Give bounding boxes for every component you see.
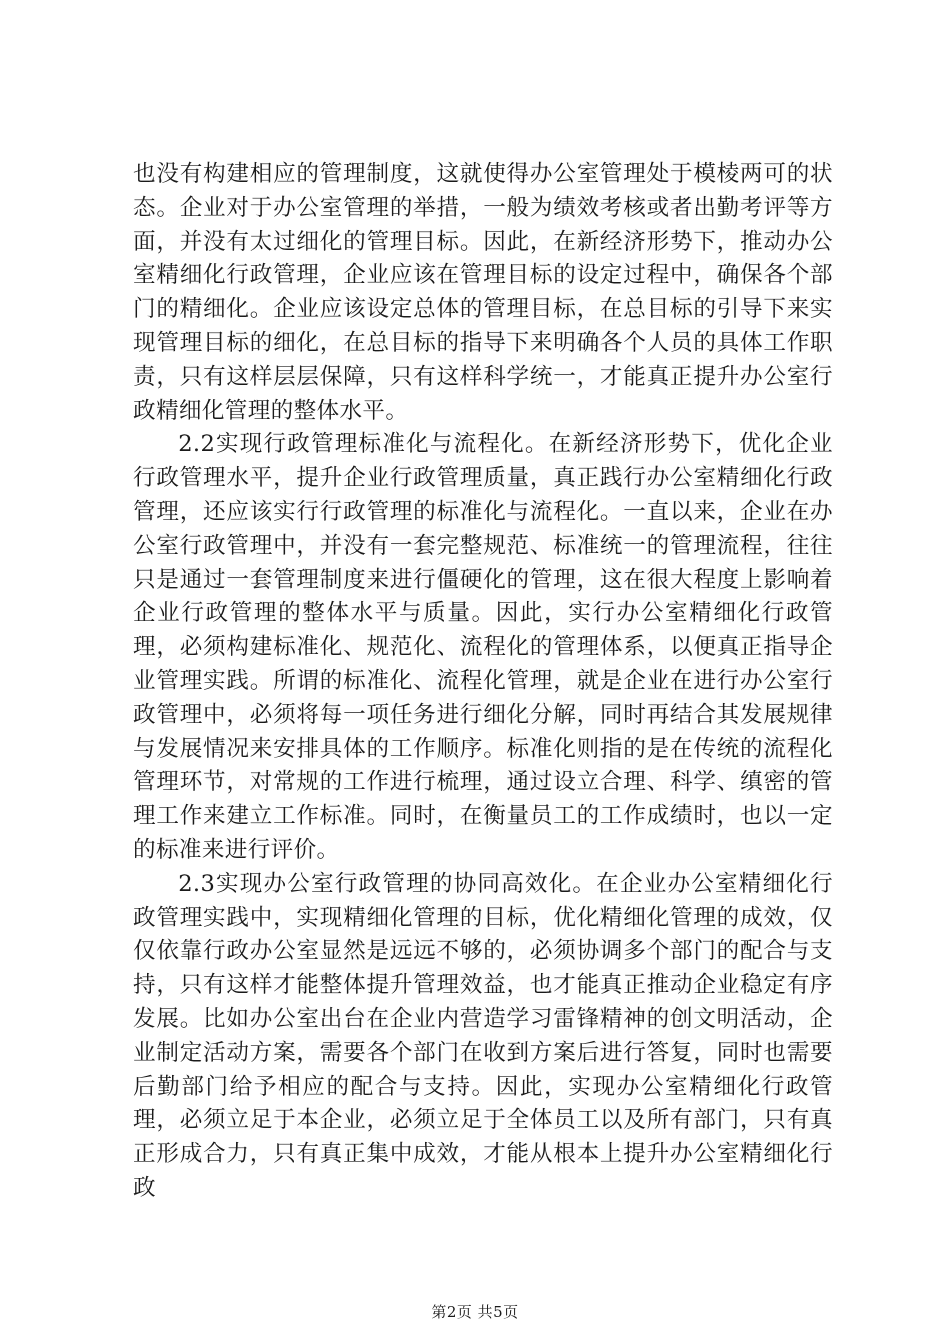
document-body xyxy=(133,158,833,1206)
paragraph-continuation: 也没有构建相应的管理制度，这就使得办公室管理处于模棱两可的状态。企业对于办公室管理的举措，一般为绩效考核或者出勤考评等方面，并没有太过细化的管理目标。因此，在新经济形势下，推动办公室精细化行政管理，企业应该在管理目标的设定过程中，确保各个部门的精细化。企业应该设定总体的管理目标，在总目标的引导下来实现管理目标的细化，在总目标的指导下来明确各个人员的具体工作职责，只有这样层层保障，只有这样科学统一，才能真正提升办公室行政精细化管理的整体水平。 xyxy=(133,161,833,424)
paragraph-section-2-3: 2.3实现办公室行政管理的协同高效化。在企业办公室精细化行政管理实践中，实现精细化管理的目标，优化精细化管理的成效，仅仅依靠行政办公室显然是远远不够的，必须协调多个部门的配合与支持，只有这样才能整体提升管理效益，也才能真正推动企业稳定有序发展。比如办公室出台在企业内营造学习雷锋精神的创文明活动，企业制定活动方案，需要各个部门在收到方案后进行答复，同时也需要后勤部门给予相应的配合与支持。因此，实现办公室精细化行政管理，必须立足于本企业，必须立足于全体员工以及所有部门，只有真正形成合力，只有真正集中成效，才能从根本上提升办公室精细化行政 xyxy=(133,870,833,1201)
paragraph-section-2-2: 2.2实现行政管理标准化与流程化。在新经济形势下，优化企业行政管理水平，提升企业行政管理质量，真正践行办公室精细化行政管理，还应该实行行政管理的标准化与流程化。一直以来，企业在办公室行政管理中，并没有一套完整规范、标准统一的管理流程，往往只是通过一套管理制度来进行僵硬化的管理，这在很大程度上影响着企业行政管理的整体水平与质量。因此，实行办公室精细化行政管理，必须构建标准化、规范化、流程化的管理体系，以便真正指导企业管理实践。所谓的标准化、流程化管理，就是企业在进行办公室行政管理中，必须将每一项任务进行细化分解，同时再结合其发展规律与发展情况来安排具体的工作顺序。标准化则指的是在传统的流程化管理环节，对常规的工作进行梳理，通过设立合理、科学、缜密的管理工作来建立工作标准。同时，在衡量员工的工作成绩时，也以一定的标准来进行评价。 xyxy=(133,431,833,863)
page-footer: 第2页 共5页 xyxy=(431,1303,519,1321)
